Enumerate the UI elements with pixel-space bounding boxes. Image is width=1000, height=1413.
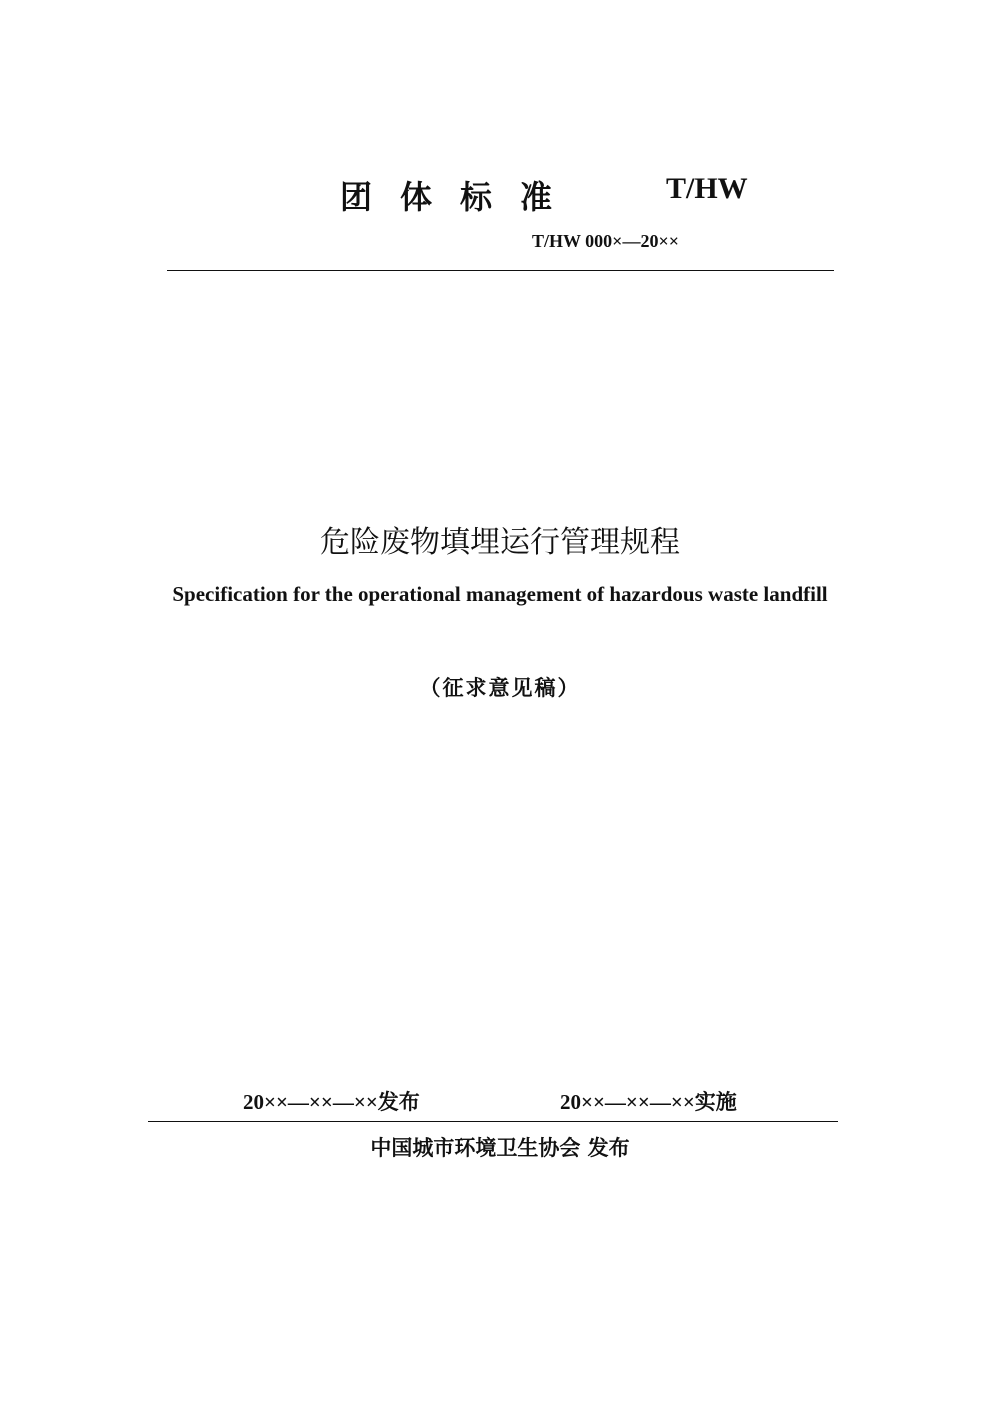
effective-date: 20××—××—××实施 <box>560 1090 737 1114</box>
document-number: T/HW 000×—20×× <box>532 231 679 251</box>
draft-status-label: （征求意见稿） <box>419 676 581 700</box>
publish-date: 20××—××—××发布 <box>243 1090 420 1114</box>
standard-code-prefix: T/HW <box>666 172 748 205</box>
bottom-divider <box>148 1121 838 1122</box>
title-chinese: 危险废物填埋运行管理规程 <box>320 525 680 560</box>
standard-type-label: 团体标准 <box>340 178 581 216</box>
title-english: Specification for the operational management of hazardous waste landfill <box>172 582 828 606</box>
top-divider <box>167 270 834 271</box>
publisher-line: 中国城市环境卫生协会 发布 <box>370 1136 630 1160</box>
